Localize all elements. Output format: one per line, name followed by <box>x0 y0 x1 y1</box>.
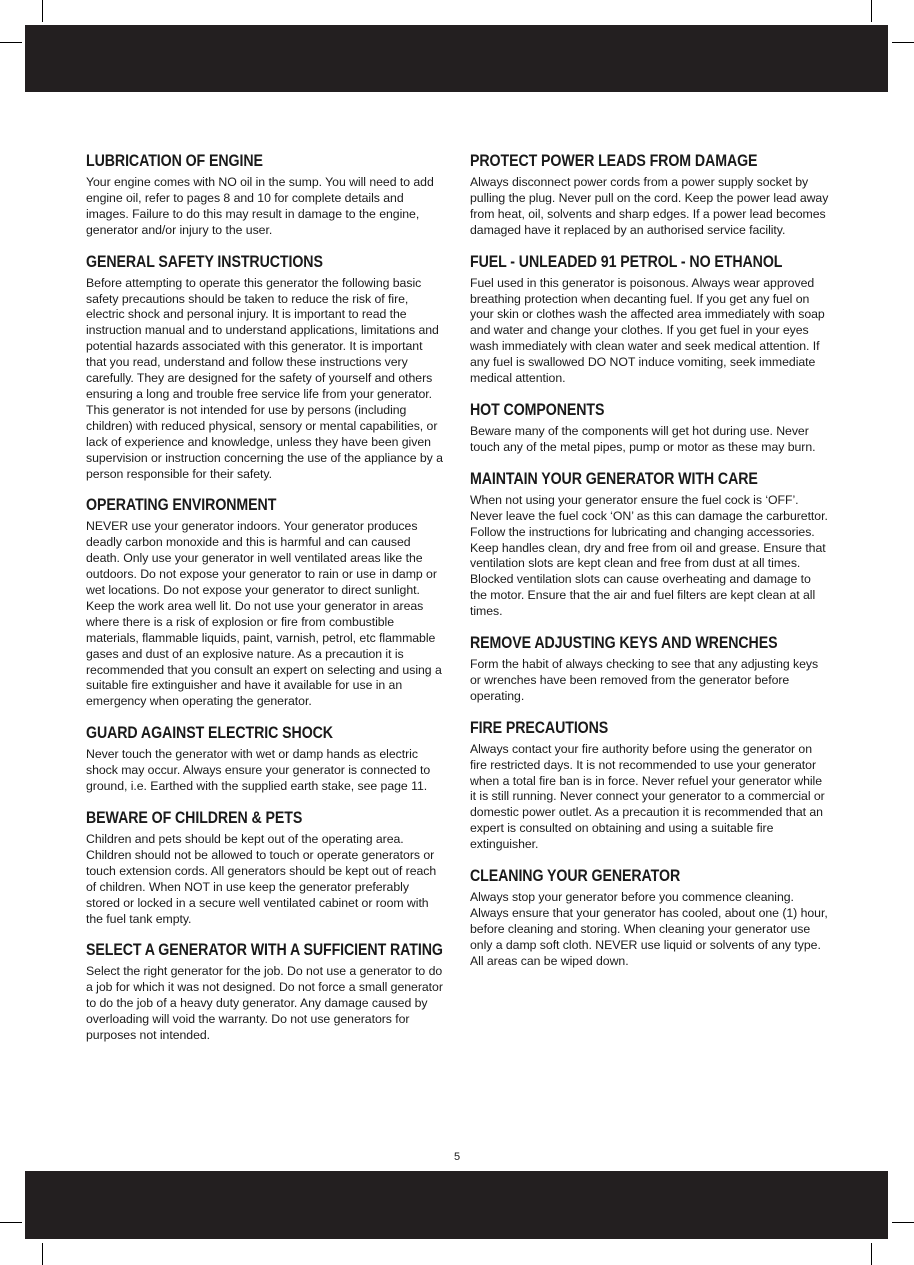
section-heading: HOT COMPONENTS <box>470 400 605 419</box>
section-body: Select the right generator for the job. Do not use a generator to do a job for which it was not designed. Do not force a small generator to do the job of a heavy duty generator. Any damage caused by overloading will void the warranty. Do not use generators for purposes not intended. <box>86 964 443 1043</box>
section-body: Children and pets should be kept out of the operating area. Children should not be allowed to touch or operate generators or touch extension cords. All generators should be kept out of reach of children. When NOT in use keep the generator preferably stored or locked in a secure well ventilated cabinet or room with the fuel tank empty. <box>86 832 437 926</box>
header-bar <box>25 25 888 92</box>
section-body: Your engine comes with NO oil in the sump. You will need to add engine oil, refer to pages 8 and 10 for complete details and images. Failure to do this may result in damage to the engine, generator and/or injury to the user. <box>86 175 434 237</box>
section-heading: FIRE PRECAUTIONS <box>470 718 609 737</box>
crop-mark <box>42 0 43 22</box>
section-body: Beware many of the components will get hot during use. Never touch any of the metal pipes, pump or motor as these may burn. <box>470 423 816 454</box>
right-column <box>470 152 830 984</box>
section-generator-rating <box>86 941 446 1044</box>
section-heading: CLEANING YOUR GENERATOR <box>470 867 681 886</box>
section-heading: PROTECT POWER LEADS FROM DAMAGE <box>470 152 758 170</box>
section-body: NEVER use your generator indoors. Your generator produces deadly carbon monoxide and this is harmful and can caused death. Only use your generator in well ventilated areas like the outdoors. Do not expose your generator to rain or use in damp or wet locations. Do not expose your generator to direct sunlight. Keep the work area well lit. Do not use your generator in areas where there is a risk of explosion or fire from combustible materials, flammable liquids, paint, varnish, petrol, etc flammable gases and dust of an explosive nature. As a precaution it is recommended that you consult an expert on selecting and using a suitable fire extinguisher and have it available for use in an emergency when operating the generator. <box>86 519 442 709</box>
section-remove-keys <box>470 634 830 705</box>
section-hot-components <box>470 401 830 456</box>
section-lubrication <box>86 152 446 239</box>
section-fire-precautions <box>470 719 830 853</box>
crop-mark <box>892 1222 914 1223</box>
section-body: Before attempting to operate this generator the following basic safety precautions should be taken to reduce the risk of fire, electric shock and personal injury. It is important to read the instruction manual and to understand applications, limitations and potential hazards associated with this generator. It is important that you read, understand and follow these instructions very carefully. They are designed for the safety of yourself and others ensuring a long and trouble free service life from your generator. This generator is not intended for use by persons (including children) with reduced physical, sensory or mental capabilities, or lack of experience and knowledge, unless they have been given supervision or instruction concerning the use of the appliance by a person responsible for their safety. <box>86 275 443 481</box>
section-general-safety <box>86 253 446 483</box>
section-heading: FUEL - UNLEADED 91 PETROL - NO ETHANOL <box>470 252 783 271</box>
section-children-pets <box>86 809 446 927</box>
crop-mark <box>871 1243 872 1265</box>
section-heading: GENERAL SAFETY INSTRUCTIONS <box>86 252 323 271</box>
crop-mark <box>0 1222 22 1223</box>
footer-bar <box>25 1171 888 1239</box>
section-body: Fuel used in this generator is poisonous. Always wear approved breathing protection when decanting fuel. If you get any fuel on your skin or clothes wash the affected area immediately with soap and water and change your clothes. If you get fuel in your eyes wash immediately with clean water and seek medical attention. If any fuel is swallowed DO NOT induce vomiting, seek immediate medical attention. <box>470 275 825 386</box>
section-heading: OPERATING ENVIRONMENT <box>86 496 277 515</box>
page-number: 5 <box>453 1151 461 1163</box>
section-power-leads <box>470 152 830 239</box>
crop-mark <box>0 42 22 43</box>
left-column <box>86 152 446 1058</box>
section-body: Form the habit of always checking to see that any adjusting keys or wrenches have been removed from the generator before operating. <box>470 657 819 703</box>
section-operating-environment <box>86 496 446 710</box>
section-body: Always stop your generator before you commence cleaning. Always ensure that your generator has cooled, about one (1) hour, before cleaning and storing. When cleaning your generator use only a damp soft cloth. NEVER use liquid or solvents of any type. All areas can be wiped down. <box>470 890 828 968</box>
section-heading: SELECT A GENERATOR WITH A SUFFICIENT RATING <box>86 941 443 960</box>
section-heading: LUBRICATION OF ENGINE <box>86 152 263 170</box>
section-maintain-care <box>470 470 830 620</box>
section-body: Always disconnect power cords from a power supply socket by pulling the plug. Never pull on the cord. Keep the power lead away from heat, oil, solvents and sharp edges. If a power lead becomes damaged have it replaced by an authorised service facility. <box>470 175 829 237</box>
section-heading: MAINTAIN YOUR GENERATOR WITH CARE <box>470 469 758 488</box>
crop-mark <box>42 1243 43 1265</box>
section-heading: BEWARE OF CHILDREN & PETS <box>86 809 303 827</box>
crop-mark <box>871 0 872 22</box>
section-fuel <box>470 253 830 387</box>
section-electric-shock <box>86 724 446 795</box>
section-heading: REMOVE ADJUSTING KEYS AND WRENCHES <box>470 634 778 653</box>
section-body: When not using your generator ensure the fuel cock is ‘OFF’. Never leave the fuel cock ‘ON’ as this can damage the carburettor. Follow the instructions for lubricating and changing accessories. Keep handles clean, dry and free from oil and grease. Ensure that ventilation slots are kept clean and free from dust at all times. Blocked ventilation slots can cause overheating and damage to the motor. Ensure that the air and fuel filters are kept clean at all times. <box>470 492 828 619</box>
section-cleaning <box>470 867 830 970</box>
section-body: Never touch the generator with wet or damp hands as electric shock may occur. Always ensure your generator is connected to ground, i.e. Earthed with the supplied earth stake, see page 11. <box>86 747 431 794</box>
crop-mark <box>892 42 914 43</box>
section-body: Always contact your fire authority before using the generator on fire restricted days. It is not recommended to use your generator when a total fire ban is in force. Never refuel your generator while it is still running. Never connect your generator to a commercial or domestic power outlet. As a precaution it is recommended that an expert is consulted on obtaining and using a suitable fire extinguisher. <box>470 741 825 852</box>
section-heading: GUARD AGAINST ELECTRIC SHOCK <box>86 724 333 743</box>
